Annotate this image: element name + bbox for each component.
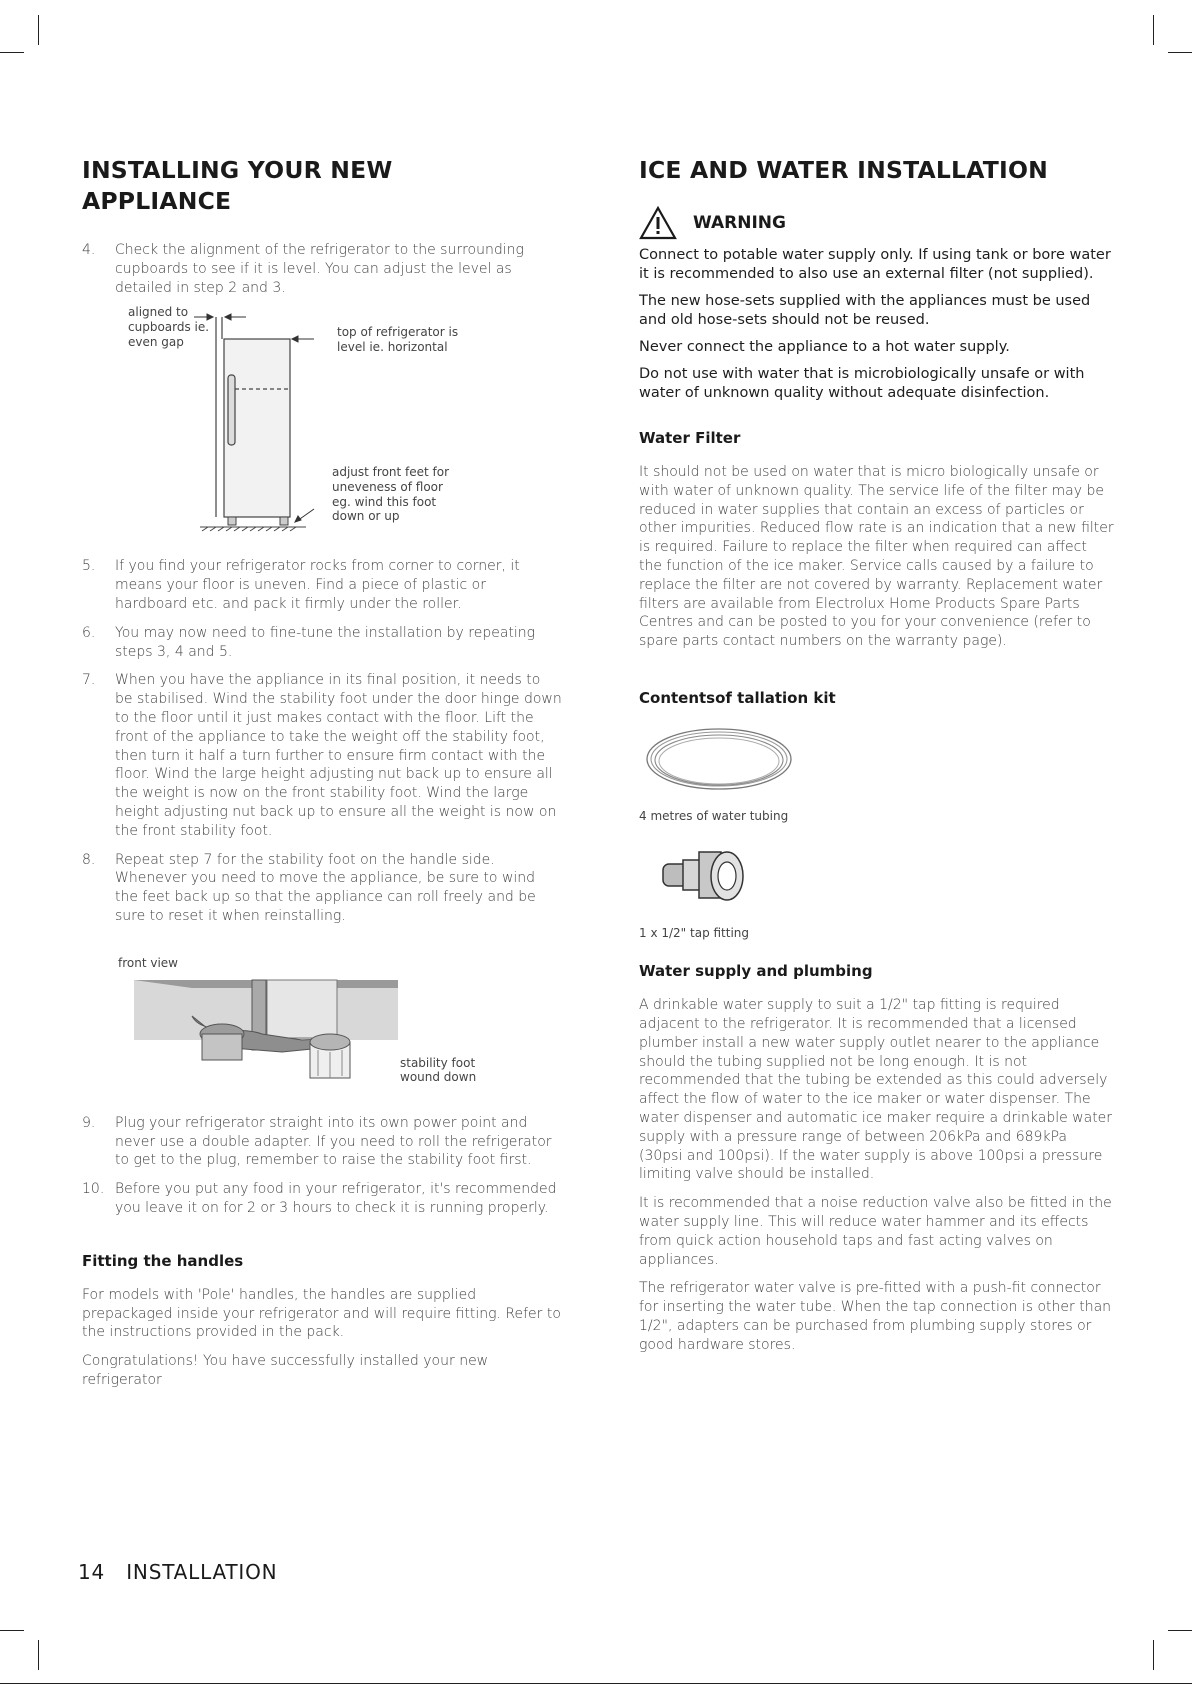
tap-fitting-icon xyxy=(655,838,755,918)
step-text: If you find your refrigerator rocks from corner to corner, it means your floor is uneven. Find a piece of plastic or hardboard etc. and pack it firmly under the roller. xyxy=(115,558,520,612)
right-column xyxy=(639,155,1114,1355)
water-tubing-icon xyxy=(639,719,799,799)
step-5 xyxy=(82,557,562,613)
step-number: 8. xyxy=(82,851,96,868)
warning-text-1: Connect to potable water supply only. If using tank or bore water it is recommended to also use an external filter (not supplied). xyxy=(639,247,1111,282)
water-filter-heading: Water Filter xyxy=(639,429,741,447)
warning-header xyxy=(639,206,1114,240)
cupboards-label: aligned to cupboards ie. even gap xyxy=(128,305,210,349)
warning-text-3: Never connect the appliance to a hot water supply. xyxy=(639,339,1010,355)
step-9 xyxy=(82,1114,562,1170)
warning-label: WARNING xyxy=(693,213,786,233)
step-text: You may now need to fine-tune the installation by repeating steps 3, 4 and 5. xyxy=(115,624,536,660)
page-footer xyxy=(78,1560,277,1584)
refrigerator-level-illustration xyxy=(82,303,562,553)
installation-kit-heading: Contentsof tallation kit xyxy=(639,688,836,707)
plumbing-text-2: It is recommended that a noise reduction valve also be fitted in the water supply line. This will reduce water hammer and its effects from quick action household taps and fast acting valves on appliances. xyxy=(639,1195,1112,1268)
step-number: 4. xyxy=(82,242,96,258)
level-diagram xyxy=(82,303,562,553)
crop-mark xyxy=(1153,15,1154,45)
fridge-body xyxy=(216,317,290,517)
fitting-caption: 1 x 1/2" tap fitting xyxy=(639,925,750,940)
crop-mark xyxy=(0,1630,24,1631)
stability-foot-illustration xyxy=(82,956,562,1106)
page-number: 14 xyxy=(78,1560,106,1584)
step-text: Check the alignment of the refrigerator to the surrounding cupboards to see if it is level. You can adjust the level as detailed in step 2 and 3. xyxy=(115,242,524,296)
handles-heading: Fitting the handles xyxy=(82,1251,244,1270)
crop-mark xyxy=(38,1640,39,1670)
congrats-text: Congratulations! You have successfully installed your new refrigerator xyxy=(82,1353,489,1388)
plumbing-text-1: A drinkable water supply to suit a 1/2" tap fitting is required adjacent to the refrigerator. It is recommended that a licensed plumber install a new water supply outlet nearer to the appliance should the tubing supplied not be long enough. It is not recommended that the tubing be extended as this could adversely affect the flow of water to the ice maker or water dispenser. The water dispenser and automatic ice maker require a drinkable water supply with a pressure range of between 206kPa and 689kPa (30psi and 100psi). If the water supply is above 100psi a pressure limiting valve should be installed. xyxy=(639,997,1113,1183)
tubing-caption: 4 metres of water tubing xyxy=(639,808,789,823)
step-text: Plug your refrigerator straight into its own power point and never use a double adapter. If you need to roll the refrigerator to get to the plug, remember to raise the stability foot first. xyxy=(115,1114,552,1169)
left-column xyxy=(82,155,562,1390)
warning-triangle-icon xyxy=(639,206,677,240)
bottom-rule xyxy=(0,1683,1192,1684)
step-8 xyxy=(82,851,562,926)
section-title: ICE AND WATER INSTALLATION xyxy=(639,156,1049,184)
step-number: 10. xyxy=(82,1181,105,1198)
plumbing-text-3: The refrigerator water valve is pre-fitted with a push-fit connector for inserting the water tube. When the tap connection is other than 1/2", adapters can be purchased from plumbing supply stores or good hardware stores. xyxy=(639,1280,1112,1353)
top-level-label: top of refrigerator is level ie. horizontal xyxy=(337,325,459,354)
stability-foot-diagram xyxy=(82,956,562,1106)
floor xyxy=(200,517,306,531)
crop-mark xyxy=(1153,1640,1154,1670)
step-7 xyxy=(82,671,562,840)
step-10 xyxy=(82,1180,562,1218)
crop-mark xyxy=(0,52,24,53)
warning-text-4: Do not use with water that is microbiologically unsafe or with water of unknown quality without adequate disinfection. xyxy=(639,366,1085,401)
front-view-label: front view xyxy=(118,955,178,970)
warning-text-2: The new hose-sets supplied with the appliances must be used and old hose-sets should not be reused. xyxy=(639,293,1091,328)
step-6 xyxy=(82,624,562,662)
page-title: INSTALLING YOUR NEW APPLIANCE xyxy=(82,156,393,215)
crop-mark xyxy=(38,15,39,45)
step-text: Repeat step 7 for the stability foot on the handle side. Whenever you need to move the appliance, be sure to wind the feet back up so that the appliance can roll freely and be sure to reset it when reinstalling. xyxy=(115,851,536,924)
handles-text: For models with 'Pole' handles, the handles are supplied prepackaged inside your refrigerator and will require fitting. Refer to the instructions provided in the pack. xyxy=(82,1286,561,1341)
stability-foot-label: stability foot wound down xyxy=(400,1055,477,1085)
footer-section: INSTALLATION xyxy=(126,1560,278,1584)
step-text: Before you put any food in your refrigerator, it's recommended you leave it on for 2 or 3 hours to check it is running properly. xyxy=(115,1181,557,1216)
step-number: 9. xyxy=(82,1114,96,1131)
crop-mark xyxy=(1168,1630,1192,1631)
water-filter-text: It should not be used on water that is micro biologically unsafe or with water of unknown quality. The service life of the filter may be reduced in water supplies that contain an excess of particles or other impurities. Reduced flow rate is an indication that a new filter is required. Failure to replace the filter when required can affect the function of the ice maker. Service calls caused by a failure to replace the filter are not covered by warranty. Replacement water filters are available from Electrolux Home Products Spare Parts Centres and can be posted to you for your convenience (refer to spare parts contact numbers on the warranty page). xyxy=(639,464,1114,650)
step-number: 7. xyxy=(82,672,96,689)
crop-mark xyxy=(1168,52,1192,53)
feet-label: adjust front feet for uneveness of floor eg. wind this foot down or up xyxy=(332,465,450,524)
plumbing-heading: Water supply and plumbing xyxy=(639,962,873,981)
step-number: 5. xyxy=(82,558,96,575)
step-text: When you have the appliance in its final position, it needs to be stabilised. Wind the stability foot under the door hinge down to the floor until it just makes contact with the floor. Lift the front of the appliance to take the weight off the stability foot, then turn it half a turn further to ensure firm contact with the floor. Wind the large height adjusting nut back up to ensure all the weight is now on the front stability foot. Wind the large height adjusting nut back up to ensure all the weight is now on the front stability foot. xyxy=(115,672,562,839)
step-4 xyxy=(82,241,562,297)
step-number: 6. xyxy=(82,624,96,641)
